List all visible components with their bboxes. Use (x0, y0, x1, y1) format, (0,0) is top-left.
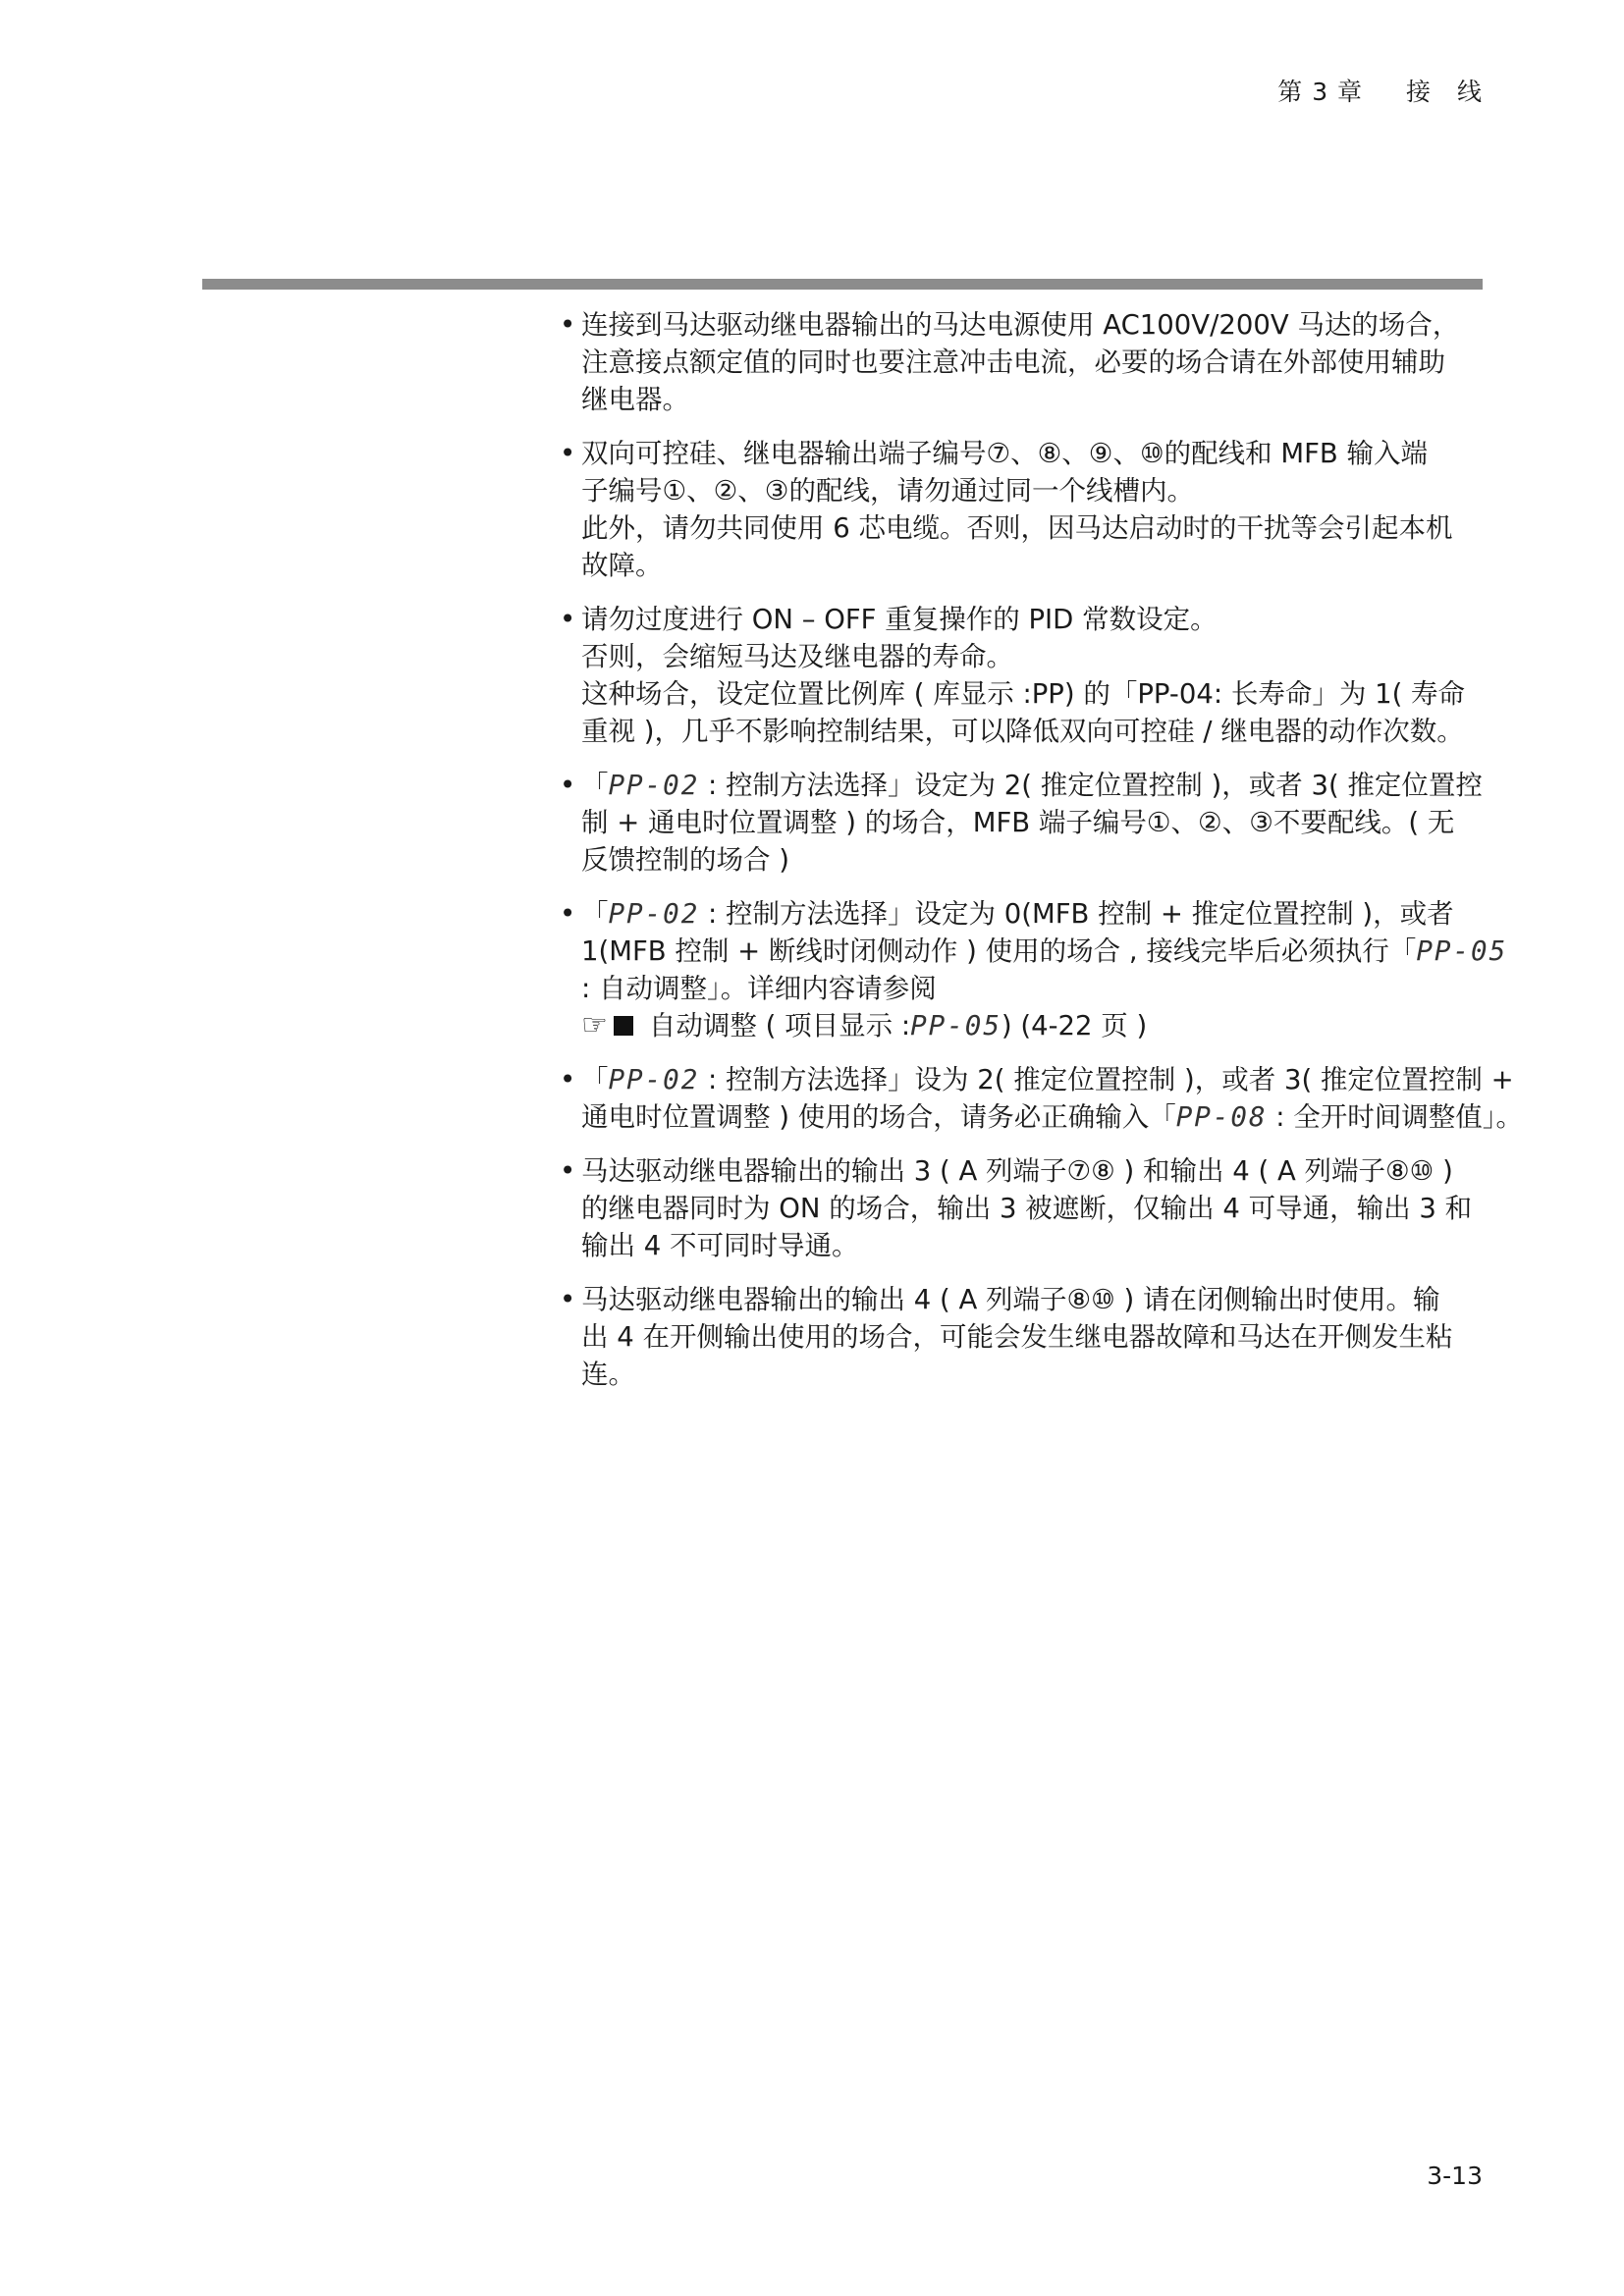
bullet: • (560, 1284, 576, 1315)
note-line: 此外，请勿共同使用 6 芯电缆。否则，因马达启动时的干扰等会引起本机 (581, 512, 1453, 544)
note-item (560, 1281, 1488, 1393)
square-bullet-icon (614, 1016, 633, 1036)
note-line: 注意接点额定值的同时也要注意冲击电流，必要的场合请在外部使用辅助 (581, 347, 1445, 378)
note-line: 双向可控硅、继电器输出端子编号⑦、⑧、⑨、⑩的配线和 MFB 输入端 (581, 438, 1429, 469)
note-line: 输出 4 不可同时导通。 (581, 1230, 859, 1261)
parameter-code: PP-02 (608, 770, 700, 801)
notes-list (560, 306, 1524, 1410)
note-line: 子编号①、②、③的配线，请勿通过同一个线槽内。 (581, 475, 1194, 507)
note-line: 否则，会缩短马达及继电器的寿命。 (581, 641, 1013, 672)
note-line: 重视 )，几乎不影响控制结果，可以降低双向可控硅 / 继电器的动作次数。 (581, 716, 1464, 747)
note-item (560, 435, 1488, 584)
note-item (560, 895, 1508, 1044)
parameter-code: PP-02 (608, 898, 700, 930)
note-line: 「PP-02 : 控制方法选择」设定为 2( 推定位置控制 )，或者 3( 推定位置控 (581, 770, 1483, 801)
bullet: • (560, 309, 576, 341)
pointing-hand-icon: ☞ (581, 1008, 608, 1042)
note-item (560, 767, 1488, 879)
note-line: 的继电器同时为 ON 的场合，输出 3 被遮断，仅输出 4 可导通，输出 3 和 (581, 1193, 1473, 1224)
parameter-code: PP-02 (608, 1064, 700, 1095)
note-line: : 自动调整」。详细内容请参阅 (581, 973, 937, 1004)
note-line: 反馈控制的场合 ) (581, 844, 789, 876)
bullet: • (560, 438, 576, 469)
bullet: • (560, 1155, 576, 1187)
note-line: 出 4 在开侧输出使用的场合，可能会发生继电器故障和马达在开侧发生粘 (581, 1321, 1453, 1353)
note-line: 这种场合，设定位置比例库 ( 库显示 :PP) 的「PP-04: 长寿命」为 1( 寿命 (581, 678, 1466, 710)
chapter-number: 第 3 章 (1277, 78, 1364, 106)
chapter-title: 接 线 (1405, 78, 1483, 106)
bullet: • (560, 604, 576, 635)
bullet: • (560, 770, 576, 801)
note-line: 「PP-02 : 控制方法选择」设定为 0(MFB 控制 + 推定位置控制 )，或者 (581, 898, 1454, 930)
note-item (560, 306, 1488, 418)
note-line: 马达驱动继电器输出的输出 3 ( A 列端子⑦⑧ ) 和输出 4 ( A 列端子⑧⑩ ) (581, 1155, 1453, 1187)
note-line: 马达驱动继电器输出的输出 4 ( A 列端子⑧⑩ ) 请在闭侧输出时使用。输 (581, 1284, 1440, 1315)
page-number: 3-13 (1427, 2162, 1483, 2190)
section-divider (202, 279, 1483, 290)
bullet: • (560, 898, 576, 930)
note-line: 继电器。 (581, 384, 689, 415)
note-item (560, 601, 1488, 750)
parameter-code: PP-05 (1416, 935, 1508, 967)
note-line: 请勿过度进行 ON – OFF 重复操作的 PID 常数设定。 (581, 604, 1218, 635)
note-line: 连接到马达驱动继电器输出的马达电源使用 AC100V/200V 马达的场合， (581, 309, 1460, 341)
cross-reference[interactable]: ☞ 自动调整 ( 项目显示 :PP-05) (4-22 页 ) (581, 1008, 1148, 1042)
note-item (560, 1152, 1488, 1264)
parameter-code: PP-08 (1175, 1101, 1268, 1133)
note-line: 故障。 (581, 550, 663, 581)
note-line: 制 + 通电时位置调整 ) 的场合，MFB 端子编号①、②、③不要配线。( 无 (581, 807, 1455, 838)
note-line: 通电时位置调整 ) 使用的场合，请务必正确输入「PP-08 : 全开时间调整值」。 (581, 1101, 1524, 1133)
note-line: 「PP-02 : 控制方法选择」设为 2( 推定位置控制 )，或者 3( 推定位置控制 + (581, 1064, 1514, 1095)
note-item (560, 1061, 1524, 1136)
note-line: 连。 (581, 1359, 635, 1390)
page-header (1277, 73, 1483, 108)
note-line: 1(MFB 控制 + 断线时闭侧动作 ) 使用的场合 , 接线完毕后必须执行「PP-05 (581, 935, 1508, 967)
parameter-code: PP-05 (910, 1010, 1001, 1041)
bullet: • (560, 1064, 576, 1095)
